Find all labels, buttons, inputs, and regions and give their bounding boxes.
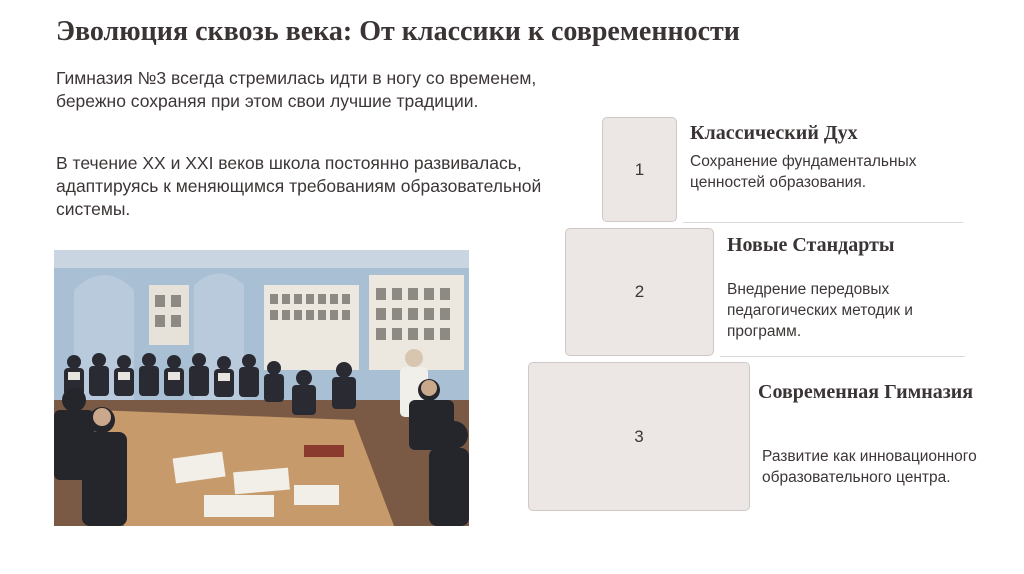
intro-paragraph: Гимназия №3 всегда стремилась идти в ногу со временем, бережно сохраняя при этом свои лучшие традиции. [56, 68, 537, 111]
step-1-title: Классический Дух [690, 122, 858, 144]
history-paragraph: В течение XX и XXI веков школа постоянно развивалась, адаптируясь к меняющимся требованиям образовательной системы. [56, 153, 542, 219]
step-1-divider [683, 222, 963, 223]
step-3-box: 3 [528, 362, 750, 511]
step-2-divider [720, 356, 965, 357]
step-3-title: Современная Гимназия [758, 381, 974, 403]
step-1-description: Сохранение фундаментальных ценностей образования. [690, 153, 917, 191]
step-1-box: 1 [602, 117, 677, 222]
step-2-box: 2 [565, 228, 714, 356]
step-2-description: Внедрение передовых педагогических методик и программ. [727, 281, 913, 340]
slide-title: Эволюция сквозь века: От классики к современности [56, 16, 740, 47]
classroom-photo [54, 250, 469, 526]
step-3-description: Развитие как инновационного образовательного центра. [762, 448, 977, 486]
step-2-title: Новые Стандарты [727, 234, 895, 256]
